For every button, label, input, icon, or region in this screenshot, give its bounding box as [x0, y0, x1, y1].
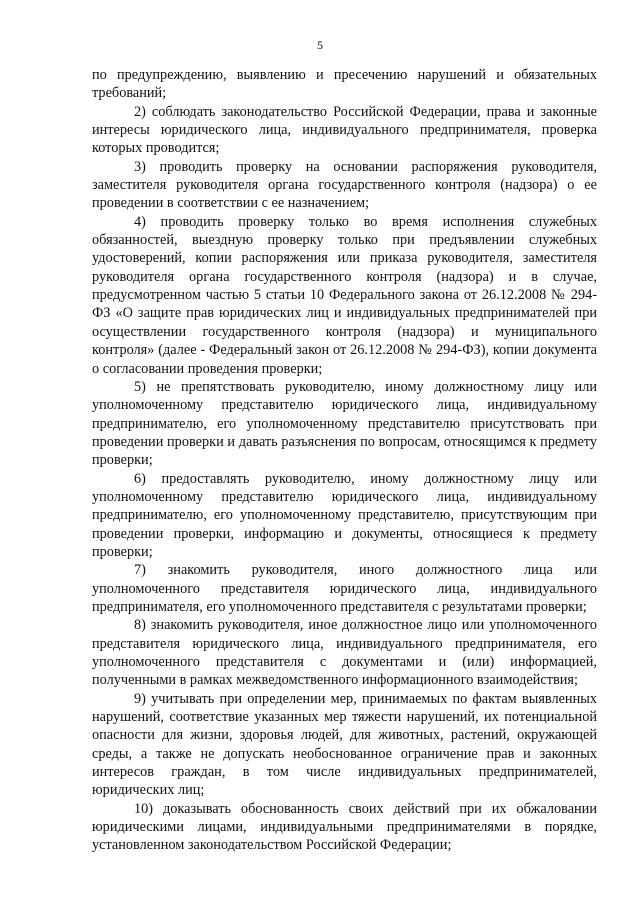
paragraph-continuation: по предупреждению, выявлению и пресечению нарушений и обязательных требований; [92, 67, 597, 102]
paragraph-item-7: 7) знакомить руководителя, иного должностного лица или уполномоченного представителя юридического лица, индивидуального предпринимателя, его уполномоченного представителя с результатами проверки; [92, 562, 597, 615]
document-body [92, 66, 597, 855]
paragraph-item-8: 8) знакомить руководителя, иное должностное лицо или уполномоченного представителя юридического лица, индивидуального предпринимателя, его уполномоченного представителя с документами и (или) информацией, полученными в рамках межведомственного информационного взаимодействия; [92, 617, 597, 689]
paragraph-item-3: 3) проводить проверку на основании распоряжения руководителя, заместителя руководителя органа государственного контроля (надзора) о ее проведении в соответствии с ее назначением; [92, 158, 597, 212]
paragraph-item-6: 6) предоставлять руководителю, иному должностному лицу или уполномоченному представителю юридического лица, индивидуальному предпринимателю, его уполномоченному представителю, присутствующим при проведении проверки, информацию и документы, относящиеся к предмету проверки; [92, 470, 597, 560]
paragraph-item-2: 2) соблюдать законодательство Российской Федерации, права и законные интересы юридического лица, индивидуального предпринимателя, проверка которых проводится; [92, 103, 597, 157]
paragraph-item-10: 10) доказывать обоснованность своих действий при их обжаловании юридическими лицами, индивидуальными предпринимателями в порядке, установленном законодательством Российской Федерации; [92, 800, 597, 854]
paragraph-item-9: 9) учитывать при определении мер, принимаемых по фактам выявленных нарушений, соответствие указанных мер тяжести нарушений, их потенциальной опасности для жизни, здоровья людей, для животных, растений, окружающей среды, а также не допускать необоснованное ограничение прав и законных интересов граждан, в том числе индивидуальных предпринимателей, юридических лиц; [92, 690, 597, 799]
page-number: 5 [317, 38, 323, 52]
paragraph-item-5: 5) не препятствовать руководителю, иному должностному лицу или уполномоченному представителю юридического лица, индивидуальному предпринимателю, его уполномоченному представителю присутствовать при проведении проверки и давать разъяснения по вопросам, относящимся к предмету проверки; [92, 378, 597, 469]
paragraph-item-4: 4) проводить проверку только во время исполнения служебных обязанностей, выездную проверку только при предъявлении служебных удостоверений, копии распоряжения или приказа руководителя, заместителя руководителя органа государственного контроля (надзора) и в случае, предусмотренном частью 5 статьи 10 Федерального закона от 26.12.2008 № 294-ФЗ «О защите прав юридических лиц и индивидуальных предпринимателей при осуществлении государственного контроля (надзора) и муниципального контроля» (далее - Федеральный закон от 26.12.2008 № 294-ФЗ), копии документа о согласовании проведения проверки; [92, 213, 597, 377]
